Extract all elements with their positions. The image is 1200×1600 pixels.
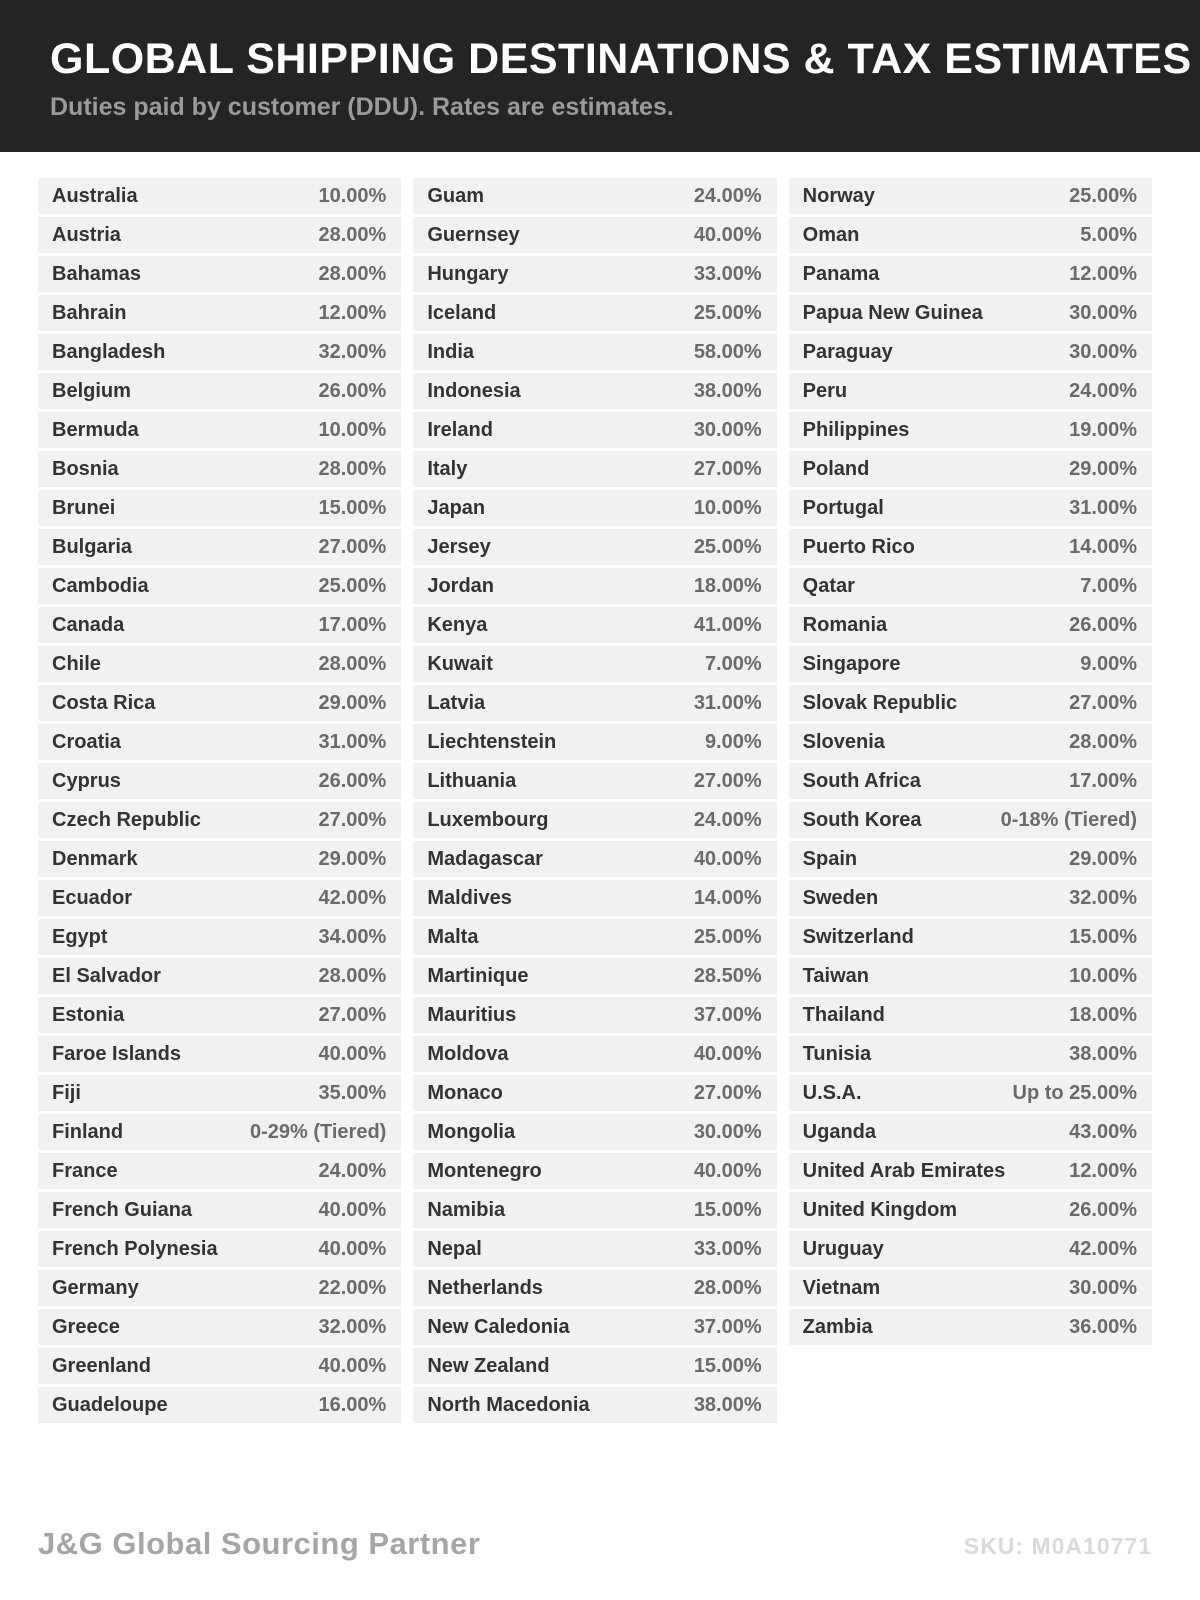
table-row [38,763,401,799]
tax-rate: 32.00% [318,1315,387,1338]
table-row [413,529,776,565]
country-name: Papua New Guinea [802,301,983,324]
country-name: Slovenia [802,730,885,753]
tax-rate: 15.00% [693,1354,762,1377]
brand-name: J&G Global Sourcing Partner [38,1526,481,1561]
tax-rate: 27.00% [318,1003,387,1026]
country-name: Paraguay [802,340,893,363]
tax-rate: 25.00% [693,925,762,948]
country-name: Guadeloupe [52,1393,168,1416]
country-name: Bangladesh [52,340,166,363]
country-name: Guam [427,184,485,207]
tax-rate: 25.00% [693,535,762,558]
country-name: Peru [802,379,848,402]
country-name: New Caledonia [427,1315,570,1338]
country-name: Lithuania [427,769,517,792]
country-name: Bermuda [52,418,139,441]
tax-rate: 31.00% [693,691,762,714]
table-row [38,646,401,682]
country-name: India [427,340,474,363]
page-header [0,0,1200,152]
tax-rate: 17.00% [1069,769,1137,792]
country-name: Uganda [802,1120,876,1143]
tax-rate: 24.00% [318,1159,387,1182]
tax-rate: 33.00% [693,262,762,285]
table-row [789,1153,1152,1189]
country-name: Puerto Rico [802,535,915,558]
table-row [413,685,776,721]
country-name: Bulgaria [52,535,133,558]
table-row [38,178,401,214]
table-row [38,607,401,643]
country-name: Slovak Republic [802,691,958,714]
country-name: Croatia [52,730,121,753]
tax-rate: 10.00% [318,184,387,207]
tax-rate: 26.00% [1069,613,1137,636]
country-name: Latvia [427,691,486,714]
country-name: Brunei [52,496,116,519]
tax-rate: 29.00% [318,691,387,714]
table-row [38,1309,401,1345]
tax-rate: 27.00% [1069,691,1137,714]
table-row [789,1270,1152,1306]
table-row [789,1309,1152,1345]
country-name: Bahamas [52,262,141,285]
country-name: France [52,1159,118,1182]
tax-rate: 9.00% [1080,652,1137,675]
table-column [38,178,401,1426]
country-name: Mongolia [427,1120,516,1143]
tax-rate: 10.00% [318,418,387,441]
tax-rate: 10.00% [1069,964,1137,987]
country-name: South Korea [802,808,922,831]
table-row [38,919,401,955]
table-row [413,919,776,955]
tax-rate: 38.00% [693,1393,762,1416]
table-row [789,724,1152,760]
tax-rate: Up to 25.00% [1012,1081,1137,1104]
tax-rate: 24.00% [693,808,762,831]
country-name: Czech Republic [52,808,201,831]
tax-rate: 22.00% [318,1276,387,1299]
country-name: Mauritius [427,1003,517,1026]
tax-rate: 18.00% [1069,1003,1137,1026]
country-name: Moldova [427,1042,509,1065]
table-row [413,1309,776,1345]
table-row [38,217,401,253]
country-name: Egypt [52,925,108,948]
tax-rate: 36.00% [1069,1315,1137,1338]
tax-rate: 7.00% [704,652,762,675]
country-name: United Arab Emirates [802,1159,1006,1182]
tax-rate: 42.00% [318,886,387,909]
tax-rate: 33.00% [693,1237,762,1260]
tax-rate: 25.00% [1069,184,1137,207]
country-name: Liechtenstein [427,730,557,753]
table-row [789,646,1152,682]
table-row [38,724,401,760]
tax-rate: 0-29% (Tiered) [249,1120,387,1143]
country-name: El Salvador [52,964,161,987]
tax-rate: 27.00% [318,535,387,558]
table-row [789,997,1152,1033]
country-name: Kuwait [427,652,493,675]
tax-rate: 29.00% [318,847,387,870]
country-name: Belgium [52,379,131,402]
page-footer [38,1526,1152,1562]
tax-rate: 40.00% [693,1159,762,1182]
country-name: Jordan [427,574,495,597]
tax-rate: 42.00% [1069,1237,1137,1260]
table-row [789,334,1152,370]
country-name: Austria [52,223,121,246]
table-row [38,490,401,526]
tax-rate: 30.00% [1069,340,1137,363]
country-name: Hungary [427,262,509,285]
table-row [413,1231,776,1267]
tax-rate: 7.00% [1080,574,1137,597]
table-row [413,568,776,604]
tax-rate: 12.00% [318,301,387,324]
table-row [38,451,401,487]
table-row [38,1387,401,1423]
table-row [38,529,401,565]
tax-rate: 25.00% [693,301,762,324]
tax-rate: 28.00% [318,262,387,285]
table-row [413,1114,776,1150]
tax-rate: 19.00% [1069,418,1137,441]
tax-rate: 28.00% [318,457,387,480]
tax-rate: 58.00% [693,340,762,363]
table-row [413,1348,776,1384]
table-row [789,490,1152,526]
table-row [789,256,1152,292]
tax-rate: 28.00% [318,652,387,675]
country-name: Cambodia [52,574,149,597]
tax-rate: 40.00% [318,1237,387,1260]
country-name: Germany [52,1276,139,1299]
table-row [38,412,401,448]
table-row [413,1270,776,1306]
country-name: Ecuador [52,886,133,909]
tax-rate: 40.00% [693,1042,762,1065]
country-name: Malta [427,925,479,948]
tax-rate: 41.00% [693,613,762,636]
tax-rate: 28.00% [1069,730,1137,753]
page-subtitle: Duties paid by customer (DDU). Rates are estimates. [50,93,674,122]
country-name: Sweden [802,886,879,909]
tax-rate: 40.00% [318,1042,387,1065]
country-name: United Kingdom [802,1198,958,1221]
tax-rate: 10.00% [693,496,762,519]
table-row [38,841,401,877]
tax-rate: 28.00% [693,1276,762,1299]
country-name: Norway [802,184,875,207]
table-row [38,1192,401,1228]
country-name: South Africa [802,769,921,792]
tax-rate: 17.00% [318,613,387,636]
table-row [413,217,776,253]
country-name: Zambia [802,1315,873,1338]
table-row [413,1192,776,1228]
country-name: Netherlands [427,1276,543,1299]
table-row [38,685,401,721]
country-name: Martinique [427,964,529,987]
table-row [38,997,401,1033]
tax-rate: 43.00% [1069,1120,1137,1143]
table-row [789,295,1152,331]
tax-rate: 31.00% [1069,496,1137,519]
country-name: Canada [52,613,125,636]
country-name: Uruguay [802,1237,884,1260]
country-name: Taiwan [802,964,869,987]
tax-rate: 16.00% [318,1393,387,1416]
table-row [38,880,401,916]
table-row [38,1075,401,1111]
tax-rate: 37.00% [693,1003,762,1026]
country-name: Japan [427,496,486,519]
table-row [38,1114,401,1150]
country-name: Iceland [427,301,497,324]
table-row [38,802,401,838]
country-name: Chile [52,652,101,675]
table-row [38,958,401,994]
table-row [413,958,776,994]
tax-rate: 9.00% [704,730,762,753]
country-name: Namibia [427,1198,506,1221]
tax-rate: 0-18% (Tiered) [1000,808,1137,831]
tax-rate: 40.00% [693,223,762,246]
tax-rate: 32.00% [1069,886,1137,909]
tax-rate: 30.00% [1069,1276,1137,1299]
country-name: North Macedonia [427,1393,590,1416]
country-name: Kenya [427,613,488,636]
country-name: French Polynesia [52,1237,218,1260]
table-row [38,1348,401,1384]
table-row [413,607,776,643]
country-name: Denmark [52,847,138,870]
table-row [38,1270,401,1306]
country-name: Spain [802,847,858,870]
country-name: Estonia [52,1003,125,1026]
tax-rate: 28.00% [318,964,387,987]
tax-rate: 38.00% [693,379,762,402]
tax-rate: 40.00% [318,1354,387,1377]
tax-rate: 31.00% [318,730,387,753]
tax-rate: 29.00% [1069,457,1137,480]
table-row [38,334,401,370]
table-row [413,1036,776,1072]
country-name: Greenland [52,1354,151,1377]
country-name: New Zealand [427,1354,550,1377]
table-row [413,1153,776,1189]
table-row [789,1192,1152,1228]
table-row [413,334,776,370]
table-row [413,646,776,682]
country-name: Panama [802,262,880,285]
tax-rate: 38.00% [1069,1042,1137,1065]
country-name: Switzerland [802,925,914,948]
tax-table [38,178,1152,1426]
table-row [789,451,1152,487]
country-name: Madagascar [427,847,543,870]
table-row [789,802,1152,838]
country-name: Guernsey [427,223,520,246]
table-column [413,178,776,1426]
table-row [413,763,776,799]
country-name: Maldives [427,886,512,909]
table-row [789,1231,1152,1267]
country-name: Monaco [427,1081,503,1104]
table-row [413,802,776,838]
tax-rate: 12.00% [1069,1159,1137,1182]
table-row [413,880,776,916]
tax-rate: 24.00% [1069,379,1137,402]
country-name: Thailand [802,1003,885,1026]
table-row [413,373,776,409]
table-row [789,373,1152,409]
country-name: Oman [802,223,860,246]
tax-rate: 15.00% [693,1198,762,1221]
page-title: GLOBAL SHIPPING DESTINATIONS & TAX ESTIMATES [50,35,1192,83]
tax-rate: 37.00% [693,1315,762,1338]
country-name: Italy [427,457,468,480]
tax-rate: 14.00% [693,886,762,909]
tax-rate: 27.00% [693,457,762,480]
country-name: Nepal [427,1237,482,1260]
country-name: Portugal [802,496,884,519]
table-row [789,841,1152,877]
country-name: Faroe Islands [52,1042,181,1065]
country-name: Vietnam [802,1276,881,1299]
country-name: Poland [802,457,870,480]
tax-rate: 24.00% [693,184,762,207]
tax-rate: 14.00% [1069,535,1137,558]
table-row [789,412,1152,448]
tax-rate: 30.00% [693,1120,762,1143]
country-name: Tunisia [802,1042,872,1065]
country-name: Greece [52,1315,120,1338]
country-name: Bahrain [52,301,127,324]
table-row [789,958,1152,994]
table-row [413,451,776,487]
country-name: U.S.A. [802,1081,862,1104]
country-name: Cyprus [52,769,121,792]
tax-rate: 32.00% [318,340,387,363]
table-row [413,1075,776,1111]
table-row [789,178,1152,214]
country-name: Luxembourg [427,808,549,831]
tax-rate: 5.00% [1080,223,1137,246]
table-row [413,997,776,1033]
tax-rate: 15.00% [318,496,387,519]
country-name: French Guiana [52,1198,193,1221]
country-name: Qatar [802,574,855,597]
country-name: Costa Rica [52,691,156,714]
table-row [413,412,776,448]
table-row [789,919,1152,955]
tax-rate: 34.00% [318,925,387,948]
tax-rate: 27.00% [318,808,387,831]
tax-rate: 25.00% [318,574,387,597]
table-row [38,1231,401,1267]
table-column [789,178,1152,1348]
tax-rate: 28.50% [693,964,762,987]
table-row [789,607,1152,643]
table-row [38,256,401,292]
tax-rate: 29.00% [1069,847,1137,870]
table-row [38,295,401,331]
table-row [38,1153,401,1189]
tax-rate: 27.00% [693,1081,762,1104]
table-row [789,685,1152,721]
tax-rate: 12.00% [1069,262,1137,285]
tax-rate: 30.00% [693,418,762,441]
table-row [789,1114,1152,1150]
table-row [413,724,776,760]
tax-rate: 26.00% [318,379,387,402]
country-name: Romania [802,613,888,636]
country-name: Montenegro [427,1159,542,1182]
tax-rate: 18.00% [693,574,762,597]
country-name: Australia [52,184,138,207]
tax-rate: 27.00% [693,769,762,792]
sku-label: SKU: M0A10771 [963,1533,1152,1559]
table-row [789,529,1152,565]
table-row [413,256,776,292]
country-name: Ireland [427,418,493,441]
tax-rate: 28.00% [318,223,387,246]
country-name: Philippines [802,418,910,441]
table-row [789,880,1152,916]
table-row [413,490,776,526]
table-row [789,1036,1152,1072]
tax-rate: 15.00% [1069,925,1137,948]
country-name: Indonesia [427,379,521,402]
tax-rate: 30.00% [1069,301,1137,324]
table-row [38,373,401,409]
tax-rate: 26.00% [318,769,387,792]
tax-rate: 26.00% [1069,1198,1137,1221]
table-row [789,763,1152,799]
table-row [789,1075,1152,1111]
country-name: Jersey [427,535,491,558]
table-row [413,841,776,877]
table-row [413,295,776,331]
table-row [413,178,776,214]
table-row [38,1036,401,1072]
country-name: Finland [52,1120,124,1143]
table-row [413,1387,776,1423]
country-name: Fiji [52,1081,81,1104]
tax-rate: 40.00% [693,847,762,870]
country-name: Bosnia [52,457,119,480]
tax-rate: 40.00% [318,1198,387,1221]
table-row [38,568,401,604]
table-row [789,217,1152,253]
tax-rate: 35.00% [318,1081,387,1104]
country-name: Singapore [802,652,901,675]
table-row [789,568,1152,604]
